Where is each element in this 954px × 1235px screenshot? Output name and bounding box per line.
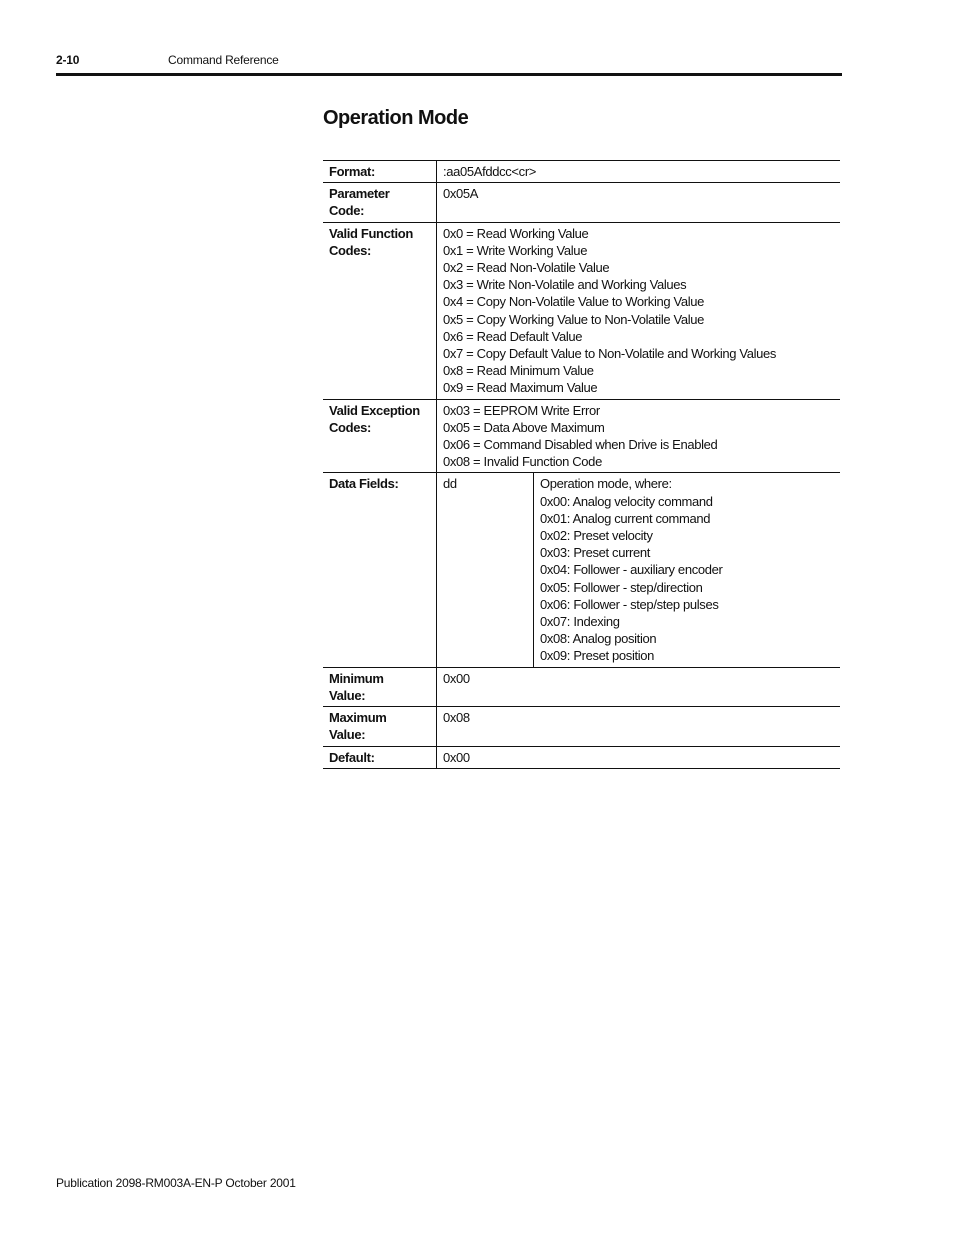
format-label: Format: — [323, 161, 437, 183]
list-item: 0x09: Preset position — [540, 648, 655, 664]
page-number: 2-10 — [56, 53, 80, 67]
list-item: 0x7 = Copy Default Value to Non-Volatile and Working Values — [443, 346, 777, 362]
data-field-name: dd — [437, 473, 534, 667]
table-row-maximum-value — [323, 707, 840, 746]
table-row-minimum-value — [323, 667, 840, 706]
default-value: 0x00 — [437, 746, 841, 768]
command-reference-table — [323, 160, 840, 769]
page-header — [56, 52, 842, 76]
table-row-format — [323, 161, 840, 183]
maximum-value-label: Maximum Value: — [323, 707, 437, 746]
list-item: 0x4 = Copy Non-Volatile Value to Working Value — [443, 294, 705, 310]
minimum-value: 0x00 — [437, 667, 841, 706]
list-item: 0x08 = Invalid Function Code — [443, 454, 602, 470]
list-item: 0x2 = Read Non-Volatile Value — [443, 260, 610, 276]
list-item: 0x3 = Write Non-Volatile and Working Values — [443, 277, 687, 293]
list-item: 0x04: Follower - auxiliary encoder — [540, 562, 723, 578]
list-item: 0x6 = Read Default Value — [443, 328, 583, 344]
section-name: Command Reference — [168, 53, 279, 67]
list-item: 0x03: Preset current — [540, 545, 651, 561]
table-row-parameter-code — [323, 183, 840, 222]
list-item: 0x06: Follower - step/step pulses — [540, 596, 719, 612]
list-item: 0x01: Analog current command — [540, 510, 711, 526]
valid-exception-codes-list — [437, 399, 841, 473]
list-item: 0x05: Follower - step/direction — [540, 579, 703, 595]
list-item: 0x00: Analog velocity command — [540, 493, 713, 509]
list-item: 0x05 = Data Above Maximum — [443, 419, 605, 435]
list-item: 0x0 = Read Working Value — [443, 225, 589, 241]
list-item: 0x06 = Command Disabled when Drive is Enabled — [443, 437, 718, 453]
list-item: Operation mode, where: — [540, 476, 672, 492]
default-label: Default: — [323, 746, 437, 768]
page-footer: Publication 2098-RM003A-EN-P October 2001 — [56, 1176, 296, 1190]
list-item: 0x02: Preset velocity — [540, 528, 653, 544]
list-item: 0x5 = Copy Working Value to Non-Volatile Value — [443, 311, 705, 327]
data-field-description — [534, 473, 841, 667]
list-item: 0x08: Analog position — [540, 631, 657, 647]
parameter-code-label: Parameter Code: — [323, 183, 437, 222]
table-row-valid-exception-codes — [323, 399, 840, 473]
valid-function-codes-label: Valid Function Codes: — [323, 222, 437, 399]
maximum-value: 0x08 — [437, 707, 841, 746]
list-item: 0x8 = Read Minimum Value — [443, 363, 594, 379]
table-row-data-fields — [323, 473, 840, 667]
data-fields-label: Data Fields: — [323, 473, 437, 667]
parameter-code-value: 0x05A — [437, 183, 841, 222]
valid-exception-codes-label: Valid Exception Codes: — [323, 399, 437, 473]
page-title: Operation Mode — [323, 107, 469, 129]
list-item: 0x9 = Read Maximum Value — [443, 380, 598, 396]
list-item: 0x03 = EEPROM Write Error — [443, 402, 600, 418]
valid-function-codes-list — [437, 222, 841, 399]
table-row-valid-function-codes — [323, 222, 840, 399]
format-value: :aa05Afddcc<cr> — [437, 161, 841, 183]
minimum-value-label: Minimum Value: — [323, 667, 437, 706]
list-item: 0x1 = Write Working Value — [443, 242, 588, 258]
table-row-default — [323, 746, 840, 768]
list-item: 0x07: Indexing — [540, 614, 620, 630]
